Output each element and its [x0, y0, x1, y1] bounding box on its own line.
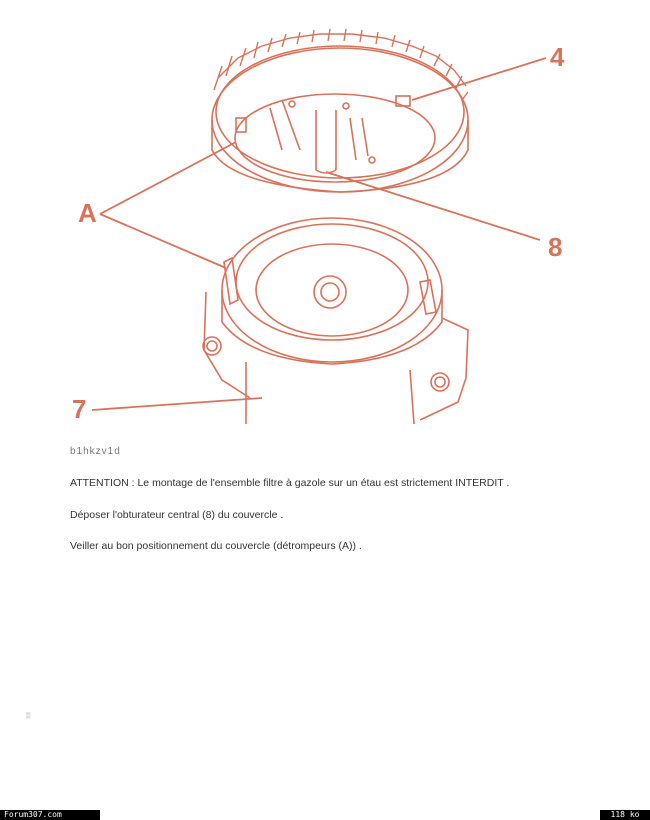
scan-speck: ▒: [26, 713, 31, 719]
callout-a: A: [78, 198, 97, 228]
callout-4: 4: [550, 42, 565, 72]
leader-lines: [92, 58, 546, 410]
callout-8: 8: [548, 232, 563, 262]
footer-size-label: 118 ko: [600, 810, 650, 820]
instruction-paragraph-1: Déposer l'obturateur central (8) du couvercle .: [70, 509, 284, 521]
callout-7: 7: [72, 394, 87, 424]
reference-code: b1hkzv1d: [70, 446, 121, 457]
instruction-paragraph-2: Veiller au bon positionnement du couvercle (détrompeurs (A)) .: [70, 540, 362, 552]
cover-gear-ring: [212, 29, 468, 192]
attention-paragraph: ATTENTION : Le montage de l'ensemble filtre à gazole sur un étau est strictement INTERDIT .: [70, 477, 510, 489]
footer-site-label: Forum307.com: [0, 810, 100, 820]
filter-body: [203, 218, 468, 424]
